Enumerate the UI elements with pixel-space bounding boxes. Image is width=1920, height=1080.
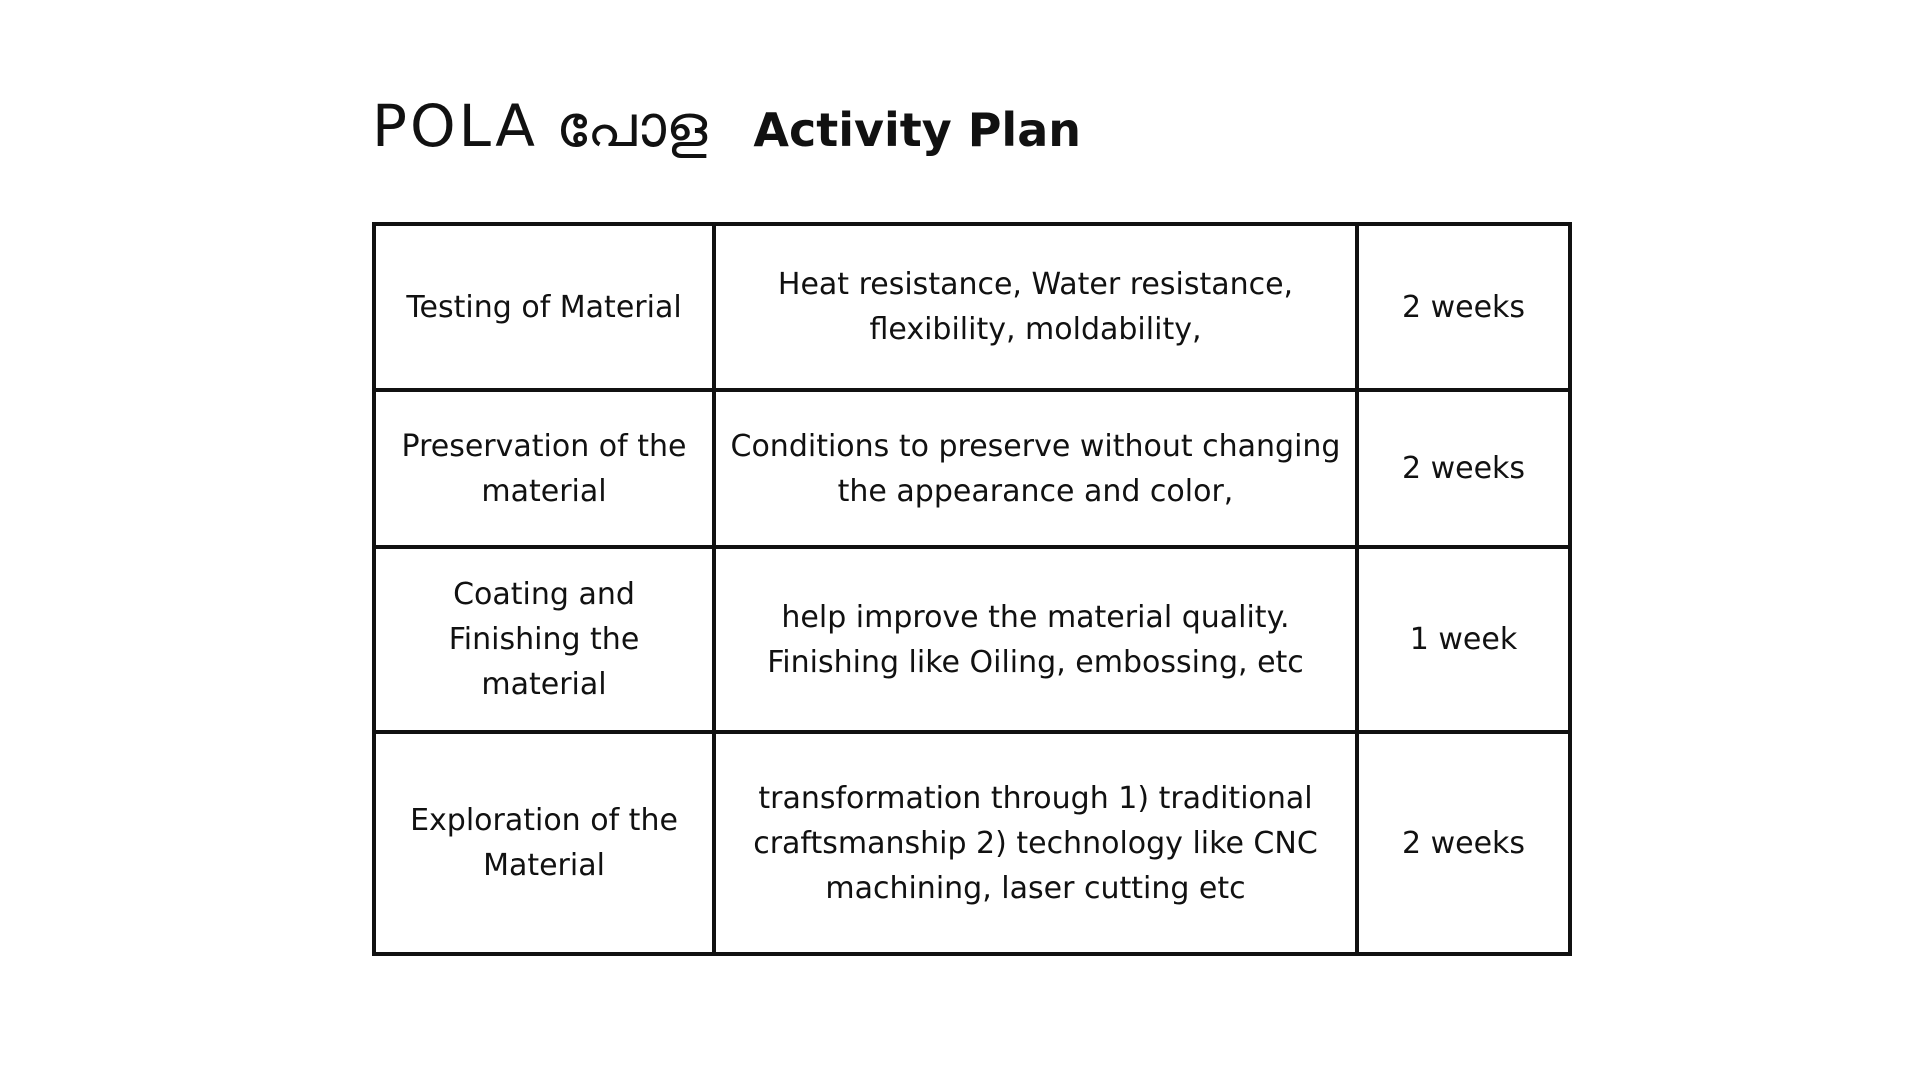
duration-cell: 2 weeks [1357, 732, 1570, 954]
brand-name-malayalam: പോള [555, 92, 708, 160]
description-cell: Heat resistance, Water resistance, flexibility, moldability, [714, 224, 1357, 390]
table-row [374, 732, 1570, 954]
activity-plan-table [372, 222, 1572, 956]
description-cell: help improve the material quality. Finishing like Oiling, embossing, etc [714, 547, 1357, 732]
duration-cell: 1 week [1357, 547, 1570, 732]
table-row [374, 390, 1570, 547]
brand-name: POLA [372, 92, 538, 160]
page-header [372, 92, 1081, 172]
description-cell: transformation through 1) traditional craftsmanship 2) technology like CNC machining, laser cutting etc [714, 732, 1357, 954]
activity-cell: Coating and Finishing the material [374, 547, 714, 732]
table-row [374, 547, 1570, 732]
duration-cell: 2 weeks [1357, 390, 1570, 547]
duration-cell: 2 weeks [1357, 224, 1570, 390]
page-title: Activity Plan [753, 103, 1081, 157]
table-row [374, 224, 1570, 390]
activity-cell: Preservation of the material [374, 390, 714, 547]
activity-cell: Testing of Material [374, 224, 714, 390]
activity-cell: Exploration of the Material [374, 732, 714, 954]
description-cell: Conditions to preserve without changing the appearance and color, [714, 390, 1357, 547]
